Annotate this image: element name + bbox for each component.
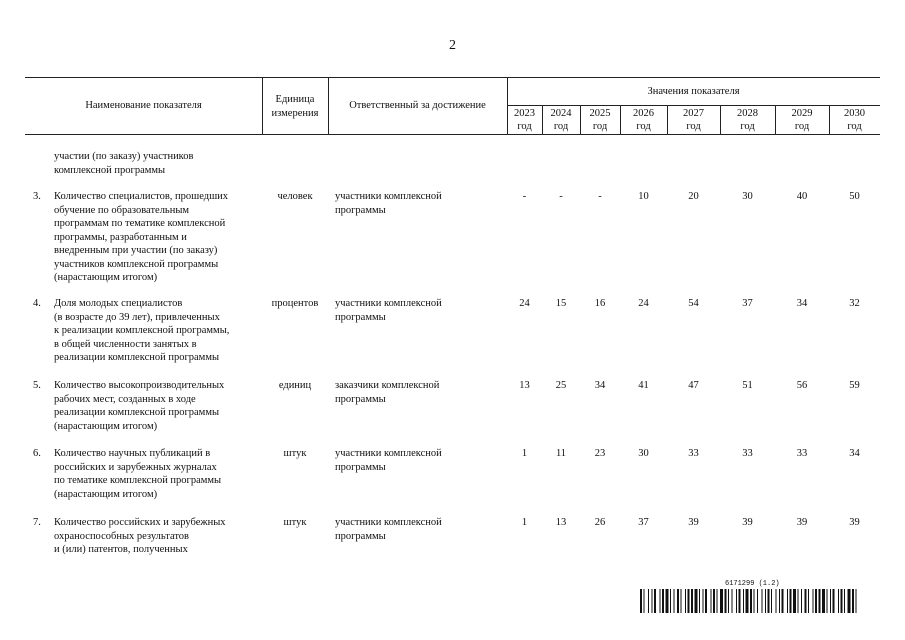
value-2025: 23 <box>594 448 606 459</box>
unit: штук <box>283 448 307 459</box>
text-line: программы <box>335 204 386 216</box>
value-2023: 1 <box>521 448 528 459</box>
text-line: Количество специалистов, прошедших <box>54 191 229 202</box>
year-word: год <box>553 121 569 132</box>
text-line: заказчики комплексной <box>335 380 440 391</box>
value-2030: 50 <box>849 191 860 202</box>
value-2024: 25 <box>555 380 567 391</box>
year-label: 2026 <box>633 108 654 119</box>
unit: штук <box>283 517 307 528</box>
value-2025: - <box>598 191 602 202</box>
unit: процентов <box>271 298 319 309</box>
year-header <box>829 107 880 133</box>
barcode-number: 6171299 (1.2) <box>725 580 780 588</box>
responsible <box>335 516 505 543</box>
value-2030: 32 <box>849 298 860 309</box>
text-line: участники комплексной <box>335 517 442 528</box>
text-line: Доля молодых специалистов <box>54 298 183 309</box>
responsible <box>335 297 505 324</box>
text-line: охраноспособных результатов <box>54 530 190 542</box>
value-2025: 34 <box>594 380 606 391</box>
text-line: программы, разработанным и <box>54 231 187 243</box>
years-divider <box>507 105 880 106</box>
barcode-image <box>640 589 860 613</box>
value-2029: 40 <box>796 191 808 202</box>
value-2027: 39 <box>688 517 699 528</box>
continuation-text <box>54 150 259 177</box>
page-number: 2 <box>449 38 456 53</box>
header-unit-line: измерения <box>271 107 319 119</box>
text-line: участники комплексной <box>335 298 442 309</box>
year-word: год <box>794 121 810 132</box>
year-word: год <box>847 121 862 132</box>
value-2029: 33 <box>796 448 808 459</box>
responsible <box>335 190 505 217</box>
text-line: программы <box>335 311 386 323</box>
year-word: год <box>686 121 701 132</box>
row-number: 7. <box>33 517 41 528</box>
value-2024: - <box>559 191 563 202</box>
indicator-name <box>54 379 262 433</box>
table-top-border <box>25 77 880 78</box>
value-2025: 16 <box>594 298 606 309</box>
text-line: реализации комплексной программы <box>54 407 220 418</box>
value-2030: 59 <box>849 380 860 391</box>
text-line: Количество российских и зарубежных <box>54 517 226 528</box>
text-line: участники комплексной <box>335 191 442 202</box>
row-number: 6. <box>33 448 41 459</box>
value-2023: - <box>522 191 527 202</box>
year-word: год <box>636 121 651 132</box>
text-line: (нарастающим итогом) <box>54 272 158 283</box>
value-2028: 33 <box>742 448 753 459</box>
value-2028: 51 <box>742 380 753 391</box>
value-2023: 1 <box>521 517 528 528</box>
year-header <box>775 107 829 133</box>
text-line: по тематике комплексной программы <box>54 475 222 486</box>
text-line: обучение по образовательным <box>54 204 190 216</box>
header-responsible: Ответственный за достижение <box>349 100 486 111</box>
value-2023: 13 <box>519 380 530 391</box>
value-2024: 15 <box>555 298 567 309</box>
value-2028: 39 <box>742 517 753 528</box>
text-line: российских и зарубежных журналах <box>54 461 217 473</box>
header-name: Наименование показателя <box>85 100 202 111</box>
text-line: в общей численности занятых в <box>54 338 197 350</box>
row-number: 5. <box>33 380 41 391</box>
text-line: реализации комплексной программы <box>54 352 220 363</box>
indicator-name <box>54 447 262 501</box>
year-label: 2023 <box>514 108 535 119</box>
indicator-name <box>54 190 262 285</box>
text-line: рабочих мест, созданных в ходе <box>54 393 196 405</box>
text-line: (в возрасте до 39 лет), привлеченных <box>54 311 220 323</box>
year-label: 2029 <box>791 108 813 119</box>
year-header <box>507 107 542 133</box>
year-header <box>720 107 775 133</box>
header-unit <box>262 93 328 120</box>
text-line: участники комплексной <box>335 448 442 459</box>
year-header <box>620 107 667 133</box>
text-line: программам по тематике комплексной <box>54 218 226 229</box>
year-word: год <box>592 121 608 132</box>
year-label: 2027 <box>683 108 704 119</box>
text-line: (нарастающим итогом) <box>54 488 158 500</box>
header-unit-line: Единица <box>275 94 315 105</box>
year-label: 2024 <box>550 108 572 119</box>
header-values: Значения показателя <box>647 86 740 97</box>
year-word: год <box>517 121 532 132</box>
value-2026: 24 <box>638 298 649 309</box>
year-label: 2030 <box>844 108 865 119</box>
value-2029: 39 <box>796 517 808 528</box>
value-2029: 56 <box>796 380 808 391</box>
text-line: комплексной программы <box>54 164 166 176</box>
unit: единиц <box>278 380 312 391</box>
value-2029: 34 <box>796 298 808 309</box>
value-2026: 41 <box>638 380 649 391</box>
row-number: 4. <box>33 298 41 309</box>
year-word: год <box>740 121 755 132</box>
row-number: 3. <box>33 191 41 202</box>
text-line: участии (по заказу) участников <box>54 151 194 162</box>
value-2026: 10 <box>638 191 649 202</box>
value-2025: 26 <box>594 517 606 528</box>
value-2030: 39 <box>849 517 860 528</box>
text-line: программы <box>335 393 386 405</box>
text-line: внедренным при участии (по заказу) <box>54 245 218 256</box>
text-line: Количество высокопроизводительных <box>54 380 225 391</box>
indicator-name <box>54 516 262 557</box>
year-header <box>542 107 580 133</box>
year-label: 2025 <box>589 108 611 119</box>
value-2028: 37 <box>742 298 753 309</box>
text-line: и (или) патентов, полученных <box>54 544 188 555</box>
text-line: участников комплексной программы <box>54 258 219 270</box>
indicator-name <box>54 297 262 365</box>
value-2027: 33 <box>688 448 699 459</box>
responsible <box>335 379 505 406</box>
year-header <box>580 107 620 133</box>
text-line: (нарастающим итогом) <box>54 420 158 432</box>
value-2024: 11 <box>555 448 567 459</box>
text-line: программы <box>335 530 386 542</box>
value-2027: 54 <box>688 298 699 309</box>
responsible <box>335 447 505 474</box>
year-header <box>667 107 720 133</box>
text-line: Количество научных публикаций в <box>54 448 211 459</box>
unit: человек <box>277 191 313 202</box>
value-2023: 24 <box>519 298 530 309</box>
value-2024: 13 <box>555 517 567 528</box>
value-2027: 47 <box>688 380 699 391</box>
header-bottom-border <box>25 134 880 135</box>
value-2028: 30 <box>742 191 753 202</box>
value-2026: 37 <box>638 517 649 528</box>
value-2030: 34 <box>849 448 860 459</box>
value-2026: 30 <box>638 448 649 459</box>
year-label: 2028 <box>737 108 758 119</box>
text-line: программы <box>335 461 386 473</box>
value-2027: 20 <box>688 191 699 202</box>
text-line: к реализации комплексной программы, <box>54 325 230 336</box>
